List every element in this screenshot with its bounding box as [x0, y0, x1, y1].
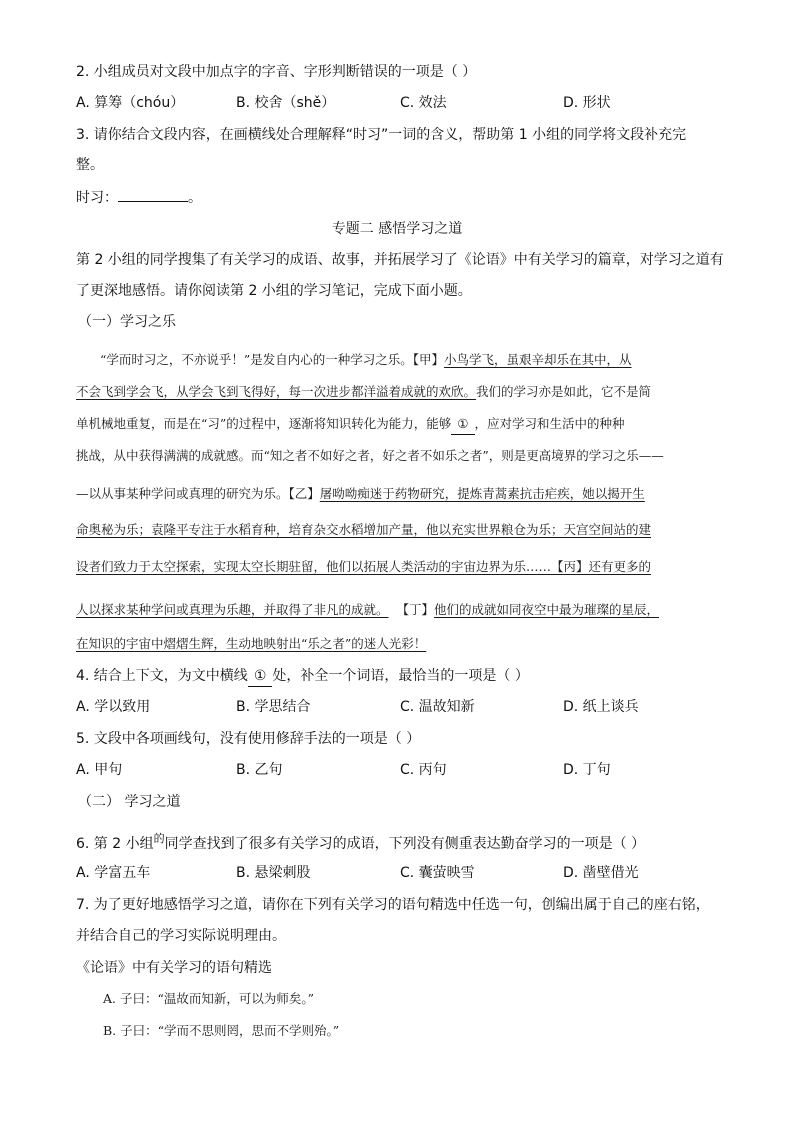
section2-intro-line1: 第 2 小组的同学搜集了有关学习的成语、故事，并拓展学习了《论语》中有关学习的篇章，对学习之道有	[76, 252, 724, 268]
q4-stem-text: 处，补全一个词语，最恰当的一项是（ ）	[272, 668, 529, 684]
underlined-sentence-bing-cont: 人以探求某种学问或真理为乐趣，并取得了非凡的成就。	[76, 602, 389, 617]
q3-answer-blank[interactable]	[118, 187, 188, 202]
section2-intro-line2: 了更深地感悟。请你阅读第 2 小组的学习笔记，完成下面小题。	[76, 283, 472, 299]
q6-option-d[interactable]: D. 凿壁借光	[563, 865, 639, 881]
q2-option-c[interactable]: C. 效法	[400, 95, 447, 111]
q3-answer-end: 。	[188, 190, 202, 206]
q4-option-a[interactable]: A. 学以致用	[76, 699, 151, 715]
passage-line5	[76, 484, 645, 504]
q6-option-b[interactable]: B. 悬梁刺股	[236, 865, 311, 881]
q4-stem-text: 4. 结合上下文，为文中横线	[76, 668, 248, 684]
q7-list-title: 《论语》中有关学习的语句精选	[76, 960, 272, 976]
passage-line3	[76, 414, 625, 435]
q6-option-a[interactable]: A. 学富五车	[76, 865, 151, 881]
q4-stem	[76, 666, 529, 687]
q5-option-b[interactable]: B. 乙句	[236, 762, 283, 778]
q5-stem: 5. 文段中各项画线句，没有使用修辞手法的一项是（ ）	[76, 731, 421, 747]
q7-stem-line2: 并结合自己的学习实际说明理由。	[76, 928, 286, 944]
passage-text: “学而时习之，不亦说乎！”是发自内心的一种学习之乐。【甲】	[100, 352, 445, 367]
q3-stem-line2: 整。	[76, 157, 104, 173]
q4-option-d[interactable]: D. 纸上谈兵	[563, 699, 639, 715]
q5-option-d[interactable]: D. 丁句	[563, 762, 611, 778]
underlined-sentence-bing: 还有更多的	[588, 559, 652, 574]
q2-options	[76, 93, 736, 113]
passage-line2	[76, 382, 651, 402]
passage-text: 单机械地重复，而是在“习”的过程中，逐渐将知识转化为能力，能够	[76, 416, 452, 431]
passage-line7	[76, 557, 651, 577]
q4-options	[76, 697, 736, 717]
q5-option-c[interactable]: C. 丙句	[400, 762, 447, 778]
q3-answer-label: 时习：	[76, 190, 118, 206]
q2-stem: 2. 小组成员对文段中加点字的字音、字形判断错误的一项是（ ）	[76, 64, 477, 80]
q4-option-c[interactable]: C. 温故知新	[400, 699, 475, 715]
underlined-sentence-ding-cont: 在知识的宇宙中熠熠生辉，生动地映射出“乐之者”的迷人光彩！	[76, 636, 427, 651]
part2-heading: （二） 学习之道	[78, 794, 181, 810]
q2-option-d[interactable]: D. 形状	[563, 95, 611, 111]
underlined-sentence-yi-end: 设者们致力于太空探索，实现太空长期驻留，他们以拓展人类活动的宇宙边界为乐……【丙】	[76, 559, 589, 574]
q4-blank-marker: ①	[248, 666, 273, 687]
passage-text: —以从事某种学问或真理的研究为乐。【乙】	[76, 486, 320, 501]
passage-text: 【丁】	[396, 602, 434, 617]
section2-title: 专题二 感悟学习之道	[331, 221, 463, 237]
passage-text: 我们的学习亦是如此，它不是简	[476, 384, 652, 399]
underlined-sentence-jia: 小鸟学飞，虽艰辛却乐在其中，从	[444, 352, 632, 367]
q7-quote-a: A. 子曰：“温故而知新，可以为师矣。”	[103, 991, 315, 1006]
passage-line8	[76, 600, 659, 620]
q6-stem-text: 6. 第 2 小组	[76, 836, 154, 852]
passage-line6	[76, 520, 651, 540]
q6-stem-text: 同学查找到了很多有关学习的成语，下列没有侧重表达勤奋学习的一项是（ ）	[164, 836, 646, 852]
underlined-sentence-jia-cont: 不会飞到学会飞，从学会飞到飞得好，每一次进步都洋溢着成就的欢欣。	[76, 384, 477, 399]
q6-option-c[interactable]: C. 囊萤映雪	[400, 865, 475, 881]
underlined-sentence-ding: 他们的成就如同夜空中最为璀璨的星辰，	[433, 602, 659, 617]
q2-option-b[interactable]: B. 校舍（shě）	[236, 95, 336, 111]
passage-line1	[100, 350, 632, 370]
blank-marker-1[interactable]: ①	[451, 414, 474, 435]
underlined-sentence-yi-cont: 命奥秘为乐；袁隆平专注于水稻育种，培育杂交水稻增加产量，他以充实世界粮仓为乐；天宫空间站的建	[76, 522, 652, 537]
q7-stem-line1: 7. 为了更好地感悟学习之道，请你在下列有关学习的语句精选中任选一句，创编出属于自己的座右铭，	[76, 897, 710, 913]
underlined-sentence-yi: 屠呦呦痴迷于药物研究，提炼青蒿素抗击疟疾，她以揭开生	[319, 486, 645, 501]
part1-heading: （一）学习之乐	[78, 314, 176, 330]
q5-option-a[interactable]: A. 甲句	[76, 762, 123, 778]
q3-stem-line1: 3. 请你结合文段内容，在画横线处合理解释“时习”一词的含义，帮助第 1 小组的同学将文段补充完	[76, 127, 687, 143]
q3-answer-line	[76, 187, 202, 208]
q2-option-a[interactable]: A. 算筹（chóu）	[76, 95, 185, 111]
q6-stem	[76, 829, 645, 854]
passage-line9	[76, 634, 426, 654]
q6-options	[76, 863, 736, 883]
passage-line4: 挑战，从中获得满满的成就感。而“知之者不如好之者，好之者不如乐之者”，则是更高境界的学习之乐——	[76, 448, 664, 463]
q6-stem-superscript: 的	[153, 832, 165, 845]
q5-options	[76, 760, 736, 780]
q4-option-b[interactable]: B. 学思结合	[236, 699, 311, 715]
passage-text: ，应对学习和生活中的种种	[474, 416, 625, 431]
q7-quote-b: B. 子曰：“学而不思则罔，思而不学则殆。”	[103, 1023, 340, 1038]
